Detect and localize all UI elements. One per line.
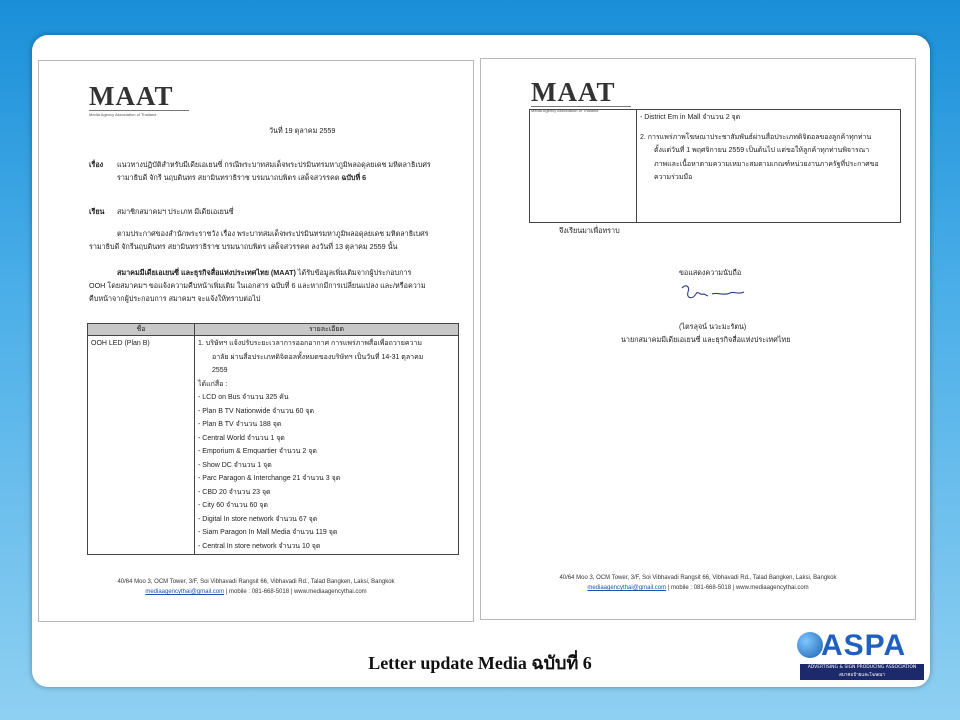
globe-icon [797, 632, 823, 658]
signer-position: นายกสมาคมมีเดียเอเยนซี่ และธุรกิจสื่อแห่งประเทศไทย [621, 335, 791, 344]
media-list-item: - Digital In store network จำนวน 67 จุด [198, 515, 318, 523]
media-list-item: - Plan B TV Nationwide จำนวน 60 จุด [198, 407, 315, 415]
to-text: สมาชิกสมาคมฯ ประเภท มีเดียเอเยนซี่ [117, 207, 234, 216]
aspa-logo [797, 628, 927, 686]
col-header-detail: รายละเอียด [195, 324, 459, 336]
footer-address: 40/64 Moo 3, OCM Tower, 3/F, Soi Vibhavadi Rangsit 66, Vibhavadi Rd., Talad Bangken, Laksi, Bangkok [117, 579, 395, 585]
media-detail-cell [195, 336, 459, 555]
para2-line2: OOH โดยสมาคมฯ ขอแจ้งความคืบหน้าเพิ่มเติม ในเอกสาร ฉบับที่ 6 และหากมีการเปลี่ยนแปลง และ/หรือความ [89, 281, 426, 290]
maat-logo [531, 79, 631, 113]
para2-line3: คืบหน้าจากผู้ประกอบการ สมาคมฯ จะแจ้งให้ทราบต่อไป [89, 294, 261, 303]
aspa-band-line1: ADVERTISING & SIGN PRODUCING ASSOCIATION [807, 665, 917, 670]
maat-logo-text: MAAT [531, 77, 616, 107]
aspa-band-line2: สมาคมป้ายและโฆษณา [839, 673, 885, 678]
maat-logo-text: MAAT [89, 81, 174, 111]
page2-footer [481, 573, 915, 593]
letter-page-2 [480, 58, 916, 620]
media-list-item: - Show DC จำนวน 1 จุด [198, 461, 272, 469]
footer-email-link[interactable]: mediaagencythai@gmail.com [145, 589, 225, 595]
media-list-item: - Emporium & Emquartier จำนวน 2 จุด [198, 448, 317, 455]
media-name-cell: OOH LED (Plan B) [88, 336, 195, 555]
subject-line-1: แนวทางปฏิบัติสำหรับมีเดียเอเยนซี่ กรณีพระบาทสมเด็จพระปรมินทรมหาภูมิพลอดุลยเดช มหิตลาธิเบศร [117, 160, 431, 169]
media-list-item: - CBD 20 จำนวน 23 จุด [198, 488, 271, 496]
maat-logo [89, 83, 189, 117]
media-list-item: - LCD on Bus จำนวน 325 คัน [198, 394, 289, 401]
footer-contact: mediaagencythai@gmail.com | mobile : 081-668-5018 | www.mediaagencythai.com [587, 585, 809, 591]
letter-page-1 [38, 60, 474, 622]
aspa-band [800, 664, 924, 680]
logo-subtitle: Media Agency Association of Thailand [531, 108, 599, 113]
media-list-item: - Siam Paragon In Mall Media จำนวน 119 จุด [198, 529, 338, 536]
subject-label: เรื่อง [89, 160, 104, 169]
closing-regards: ขอแสดงความนับถือ [679, 268, 742, 277]
item-2-line-2: ตั้งแต่วันที่ 1 พฤศจิกายน 2559 เป็นต้นไป แต่ขอให้ลูกค้าทุกท่านพิจารณา [654, 147, 870, 154]
media-list-heading: ได้แก่สื่อ : [198, 380, 228, 388]
logo-subtitle: Media Agency Association of Thailand [89, 112, 157, 117]
col-header-name: ชื่อ [88, 324, 195, 336]
item-2-line-3: ภาพและเนื้อหาตามความเหมาะสมตามเกณฑ์หน่วยงานภาครัฐที่ประกาศขอ [654, 160, 879, 168]
para2-line1: สมาคมมีเดียเอเยนซี่ และธุรกิจสื่อแห่งประเทศไทย (MAAT) ได้รับข้อมูลเพิ่มเติมจากผู้ประกอบการ [117, 268, 412, 277]
to-label: เรียน [89, 207, 105, 216]
media-table-continued [529, 109, 901, 223]
footer-email-link[interactable]: mediaagencythai@gmail.com [587, 585, 667, 591]
media-table [87, 323, 459, 555]
closing-inform: จึงเรียนมาเพื่อทราบ [559, 226, 620, 235]
footer-contact: mediaagencythai@gmail.com | mobile : 081-668-5018 | www.mediaagencythai.com [145, 589, 367, 595]
item-1-line-1: 1. บริษัทฯ แจ้งปรับระยะเวลาการออกอากาศ การแพร่ภาพสื่อเพื่อถวายความ [198, 340, 422, 347]
signature-image [678, 280, 748, 306]
subject-line-2: รามาธิบดี จักรี นฤบดินทร สยามินทราธิราช บรมนาถบพิตร เสด็จสวรรคต ฉบับที่ 6 [117, 173, 367, 182]
media-list-item: - Plan B TV จำนวน 188 จุด [198, 421, 282, 428]
media-list [198, 391, 455, 553]
empty-name-cell [530, 110, 637, 223]
page1-footer [39, 577, 473, 597]
item-1-line-2: อาลัย ผ่านสื่อประเภทดิจิตอลทั้งหมดของบริษัทฯ เป็นวันที่ 14-31 ตุลาคม [212, 353, 424, 361]
media-list-item: - Parc Paragon & Interchange 21 จำนวน 3 จุด [198, 475, 341, 482]
slide-caption: Letter update Media ฉบับที่ 6 [368, 653, 592, 673]
subject-issue: ฉบับที่ 6 [341, 173, 367, 182]
para1-line1: ตามประกาศของสำนักพระราชวัง เรื่อง พระบาทสมเด็จพระปรมินทรมหาภูมิพลอดุลยเดช มหิตลาธิเบศร [117, 229, 429, 238]
item-2-line-4: ความร่วมมือ [654, 174, 693, 181]
signer-name: (ไตรลุจน์ นวะมะรัตน) [679, 322, 747, 331]
para1-line2: รามาธิบดี จักรีนฤบดินทร สยามินทราธิราช บรมนาถบพิตร เสด็จสวรรคต ลงวันที่ 13 ตุลาคม 2559 นั้น [89, 242, 398, 251]
letter-date: วันที่ 19 ตุลาคม 2559 [269, 126, 336, 135]
aspa-wordmark: ASPA [821, 629, 907, 662]
footer-address: 40/64 Moo 3, OCM Tower, 3/F, Soi Vibhavadi Rangsit 66, Vibhavadi Rd., Talad Bangken, Laksi, Bangkok [559, 575, 837, 581]
media-list-item: - Central World จำนวน 1 จุด [198, 434, 285, 442]
item-2-line-1: 2. การแพร่ภาพโฆษณาประชาสัมพันธ์ผ่านสื่อประเภทดิจิตอลของลูกค้าทุกท่าน [640, 133, 872, 141]
continued-detail-cell [637, 110, 901, 223]
media-list-item: - District Em in Mall จำนวน 2 จุด [640, 114, 741, 121]
media-list-item: - City 60 จำนวน 60 จุด [198, 502, 268, 509]
media-list-item: - Central In store network จำนวน 10 จุด [198, 542, 321, 550]
item-1-line-3: 2559 [212, 367, 228, 374]
